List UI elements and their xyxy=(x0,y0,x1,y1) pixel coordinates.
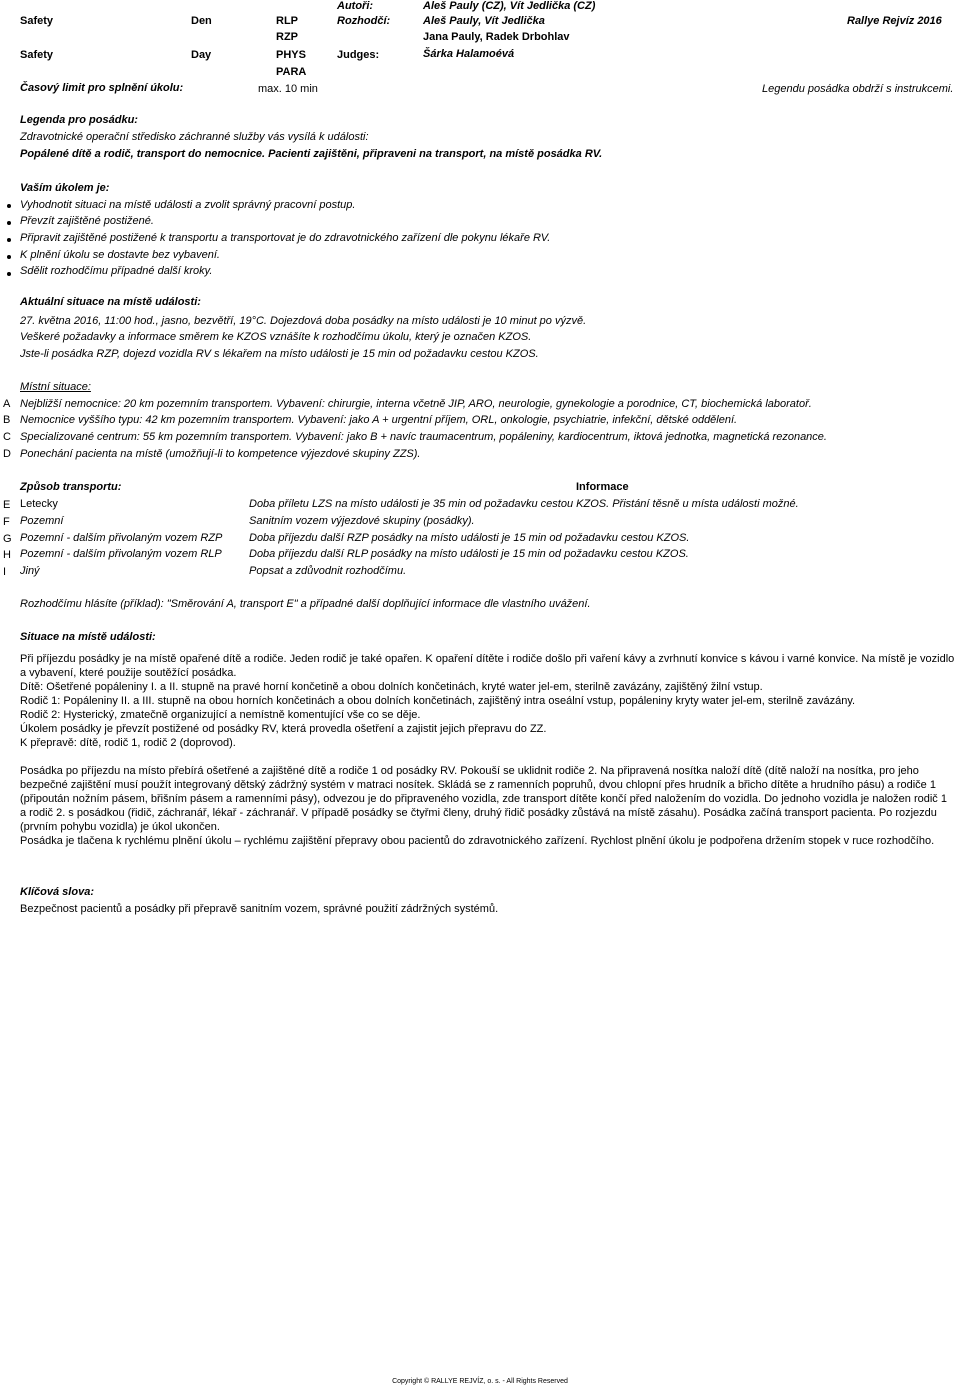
transport-mode: Pozemní xyxy=(20,515,64,527)
local-item: Nemocnice vyššího typu: 42 km pozemním transportem. Vybavení: jako A + urgentní příjem, ORL, onkologie, psychiatrie, infekční, dětské oddělení. xyxy=(20,414,738,426)
transport-info-header: Informace xyxy=(576,481,629,493)
header-judges-value: Šárka Halamoévá xyxy=(423,48,515,60)
transport-mode: Pozemní - dalším přivolaným vozem RLP xyxy=(20,548,222,560)
transport-info: Popsat a zdůvodnit rozhodčímu. xyxy=(249,565,407,577)
header-judges-label: Judges: xyxy=(337,49,380,61)
local-title: Místní situace: xyxy=(20,381,91,393)
scene-title: Situace na místě události: xyxy=(20,631,156,643)
transport-info: Doba příjezdu další RZP posádky na místo události je 15 min od požadavku cestou KZOS. xyxy=(249,532,690,544)
transport-mode: Pozemní - dalším přivolaným vozem RZP xyxy=(20,532,223,544)
header-legend-note: Legendu posádka obdrží s instrukcemi. xyxy=(762,83,954,95)
header-den: Den xyxy=(191,15,212,27)
transport-info: Sanitním vozem výjezdové skupiny (posádky). xyxy=(249,515,475,527)
scene-line-task: Úkolem posádky je převzít postižené od posádky RV, která provedla ošetření a zajistit jejich přepravu do ZZ. xyxy=(20,723,547,735)
footer-copyright: Copyright © RALLYE REJVÍZ, o. s. - All Rights Reserved xyxy=(392,1378,568,1385)
local-item: Nejbližší nemocnice: 20 km pozemním transportem. Vybavení: chirurgie, interna včetně JIP, ARO, neurologie, gynekologie a porodnice, CT, biochemická laboratoř. xyxy=(20,398,812,410)
header-rzp: RZP xyxy=(276,31,298,43)
scene-line-transport: K přepravě: dítě, rodič 1, rodič 2 (doprovod). xyxy=(20,737,236,749)
legend-line1: Zdravotnické operační středisko záchranné služby vás vysílá k události: xyxy=(20,131,369,143)
transport-info: Doba příjezdu další RLP posádky na místo události je 15 min od požadavku cestou KZOS. xyxy=(249,548,689,560)
header-rallye: Rallye Rejvíz 2016 xyxy=(847,15,942,27)
local-letter: A xyxy=(3,398,11,410)
header-rozhodci-value1: Aleš Pauly, Vít Jedlička xyxy=(423,15,545,27)
header-autori-value: Aleš Pauly (CZ), Vít Jedlička (CZ) xyxy=(423,0,596,12)
transport-letter: H xyxy=(3,549,11,561)
scene-line-parent1: Rodič 1: Popáleniny II. a III. stupně na obou horních končetinách a obou dolních končetinách, zajištěný intra oseální vstup, popáleniny kryty water jel-em, sterilně zavázány. xyxy=(20,695,856,707)
report-note: Rozhodčímu hlásíte (příklad): "Směrování A, transport E" a případné další doplňující informace dle vlastního uvážení. xyxy=(20,598,591,610)
transport-mode: Letecky xyxy=(20,498,58,510)
local-item: Specializované centrum: 55 km pozemním transportem. Vybavení: jako B + navíc traumacentrum, popáleniny, kardiocentrum, iktová jednotka, magnetická rezonance. xyxy=(20,431,827,443)
transport-info: Doba příletu LZS na místo události je 35 min od požadavku cestou KZOS. Přistání těsně u místa události možné. xyxy=(249,498,799,510)
bullet-icon xyxy=(7,238,11,242)
local-letter: B xyxy=(3,414,11,426)
bullet-icon xyxy=(7,272,11,276)
header-day: Day xyxy=(191,49,212,61)
keywords-text: Bezpečnost pacientů a posádky při přepravě sanitním vozem, správné použití zádržných systémů. xyxy=(20,903,499,915)
transport-letter: I xyxy=(3,566,7,578)
local-letter: C xyxy=(3,431,11,443)
task-item: Vyhodnotit situaci na místě události a zvolit správný pracovní postup. xyxy=(20,199,356,211)
task-item: Převzít zajištěné postižené. xyxy=(20,215,154,227)
scene-block-2 xyxy=(20,764,955,848)
bullet-icon xyxy=(7,255,11,259)
bullet-icon xyxy=(7,204,11,208)
header-safety-cz: Safety xyxy=(20,15,54,27)
task-item: K plnění úkolu se dostavte bez vybavení. xyxy=(20,249,220,261)
situation-line1: 27. května 2016, 11:00 hod., jasno, bezvětří, 19°C. Dojezdová doba posádky na místo události je 10 minut po výzvě. xyxy=(20,315,587,327)
keywords-title: Klíčová slova: xyxy=(20,886,94,898)
local-letter: D xyxy=(3,448,11,460)
task-title: Vaším úkolem je: xyxy=(20,182,110,194)
transport-title: Způsob transportu: xyxy=(20,481,122,493)
transport-mode: Jiný xyxy=(20,565,40,577)
transport-letter: F xyxy=(3,516,10,528)
local-item: Ponechání pacienta na místě (umožňují-li to kompetence výjezdové skupiny ZZS). xyxy=(20,448,421,460)
scene-para1: Při příjezdu posádky je na místě opařené dítě a rodiče. Jeden rodič je také opařen. K opaření dítěte i rodiče došlo při vaření kávy a zvrhnutí konvice s kávou i varné konvice. Na místě je vozidlo a vybavení, které použije soutěžící posádka. xyxy=(20,653,955,679)
legend-line2: Popálené dítě a rodič, transport do nemocnice. Pacienti zajištěni, připraveni na transport, na místě posádka RV. xyxy=(20,148,603,160)
bullet-icon xyxy=(7,221,11,225)
header-autori-label: Autoři: xyxy=(337,0,374,12)
header-para: PARA xyxy=(276,66,307,78)
situation-line3: Jste-li posádka RZP, dojezd vozidla RV s lékařem na místo události je 15 min od požadavku cestou KZOS. xyxy=(20,348,539,360)
scene-block xyxy=(20,652,955,750)
task-item: Připravit zajištěné postižené k transportu a transportovat je do zdravotnického zařízení dle pokynu lékaře RV. xyxy=(20,232,551,244)
transport-letter: G xyxy=(3,533,12,545)
header-rozhodci-label: Rozhodčí: xyxy=(337,15,391,27)
header-rlp: RLP xyxy=(276,15,298,27)
header-safety-en: Safety xyxy=(20,49,54,61)
header-time-value: max. 10 min xyxy=(258,83,318,95)
transport-letter: E xyxy=(3,499,11,511)
header-phys: PHYS xyxy=(276,49,306,61)
scene-line-parent2: Rodič 2: Hysterický, zmatečně organizující a nemístně komentující vše co se děje. xyxy=(20,709,421,721)
situation-line2: Veškeré požadavky a informace směrem ke KZOS vznášíte k rozhodčímu úkolu, který je označen KZOS. xyxy=(20,331,532,343)
task-item: Sdělit rozhodčímu případné další kroky. xyxy=(20,265,213,277)
header-rozhodci-value2: Jana Pauly, Radek Drbohlav xyxy=(423,31,570,43)
scene-para2: Posádka po příjezdu na místo přebírá ošetřené a zajištěné dítě a rodiče 1 od posádky RV. Pokouší se uklidnit rodiče 2. Na připravená nosítka naloží dítě (dítě naloží na nosítka, pro jeho bezpečné zajištění musí použít integrovaný dětský zádržný systém v matraci nosítek. Skládá se z ramenních popruhů, dvou chlopní přes hrudník a břicho dítěte a hrudního pásu) a rodiče 1 (připoután nožním pásem, břišním pásem a ramenními pásy), odvezou je do připraveného vozidla, zde transport dítěte končí před naložením do vozidla. Do jednoho vozidla je naložen rodič 1 a rodič 2. s posádkou (řidič, záchranář, lékař - záchranář. V případě posádky se čtyřmi členy, druhý řidič posádky zůstává na místě zásahu). Posádka začíná transport pacienta. Po rozjezdu (prvním pohybu vozidla) je úkol ukončen. xyxy=(20,765,947,833)
situation-title: Aktuální situace na místě události: xyxy=(20,296,201,308)
scene-line-child: Dítě: Ošetřené popáleniny I. a II. stupně na pravé horní končetině a obou dolních končetinách, kryté water jel-em, sterilně zavázány, zajištěný žilní vstup. xyxy=(20,681,763,693)
legend-title: Legenda pro posádku: xyxy=(20,114,138,126)
scene-para3: Posádka je tlačena k rychlému plnění úkolu – rychlému zajištění přepravy obou pacientů do zdravotnického zařízení. Rychlost plnění úkolu je podpořena držením stopek v ruce rozhodčího. xyxy=(20,835,935,847)
header-time-label: Časový limit pro splnění úkolu: xyxy=(20,82,184,94)
